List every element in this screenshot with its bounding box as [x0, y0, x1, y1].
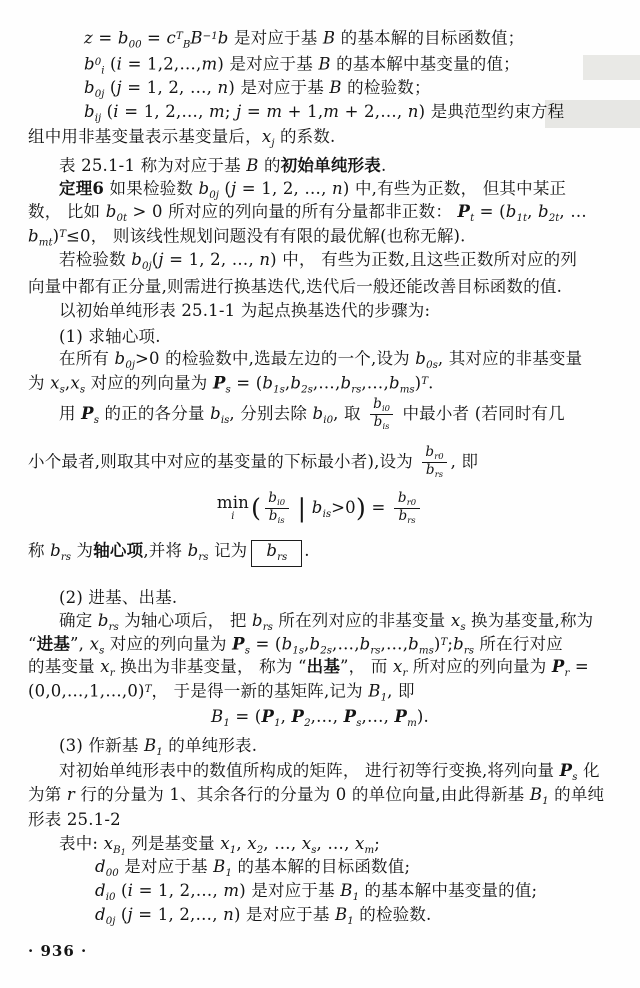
- text-segment: ms: [418, 645, 434, 657]
- text-segment: b: [210, 404, 221, 423]
- text-segment: b: [373, 414, 383, 430]
- text-segment: B: [113, 844, 121, 856]
- text-segment: b: [117, 28, 129, 48]
- scan-artifact: [583, 55, 640, 80]
- denominator: [394, 508, 419, 526]
- text-segment: m: [407, 717, 417, 729]
- text-segment: b: [268, 508, 278, 524]
- text-segment: b: [290, 373, 302, 393]
- text-segment: j: [231, 179, 237, 198]
- text-segment: 00: [128, 39, 142, 51]
- text-segment: rs: [351, 384, 362, 396]
- text-segment: s: [79, 384, 86, 396]
- text-line: 表 25.1-1 称为对应于基 B 的初始单纯形表.: [59, 156, 387, 175]
- text-line: $b^0_i$ (i = 1,2,…,m) 是对应于基 B 的基本解中基变量的值；: [84, 54, 520, 77]
- text-segment: b: [84, 102, 95, 121]
- text-segment: m: [266, 102, 283, 121]
- text-line: $z = b_{00} = c^T_BB^{-1}b$ 是对应于基 B 的基本解的目标函数值；: [84, 28, 525, 51]
- text-segment: P: [212, 373, 226, 393]
- text-segment: b: [425, 462, 435, 478]
- text-segment: 1: [347, 915, 354, 927]
- text-line: 定理6 如果检验数 $b_{0j}$ (j = 1, 2, …, n) 中,有些为正数， 但其中某正: [59, 179, 567, 201]
- text-segment: b: [114, 349, 126, 368]
- text-line: (2) 进基、出基.: [59, 588, 178, 607]
- text-segment: i: [116, 54, 123, 74]
- text-line: 确定 $b_{rs}$ 为轴心项后， 把 $b_{rs}$ 所在列对应的非基变量 $x_s$ 换为基变量,称为: [59, 611, 594, 633]
- text-segment: 1: [542, 795, 549, 807]
- text-line: min i ( $\frac{b_{i0}}{b_{is}}$ | $b_{is}>0$) = $\frac{b_{r0}}{b_{rs}}$: [0, 486, 640, 537]
- text-segment: b: [252, 611, 263, 630]
- text-segment: 1t: [516, 212, 528, 224]
- text-line: 数， 比如 $b_{0t} > 0$ 所对应的列向量的所有分量都非正数： $P_t = (b_{1t}$, $b_{2t}$, …: [28, 202, 587, 224]
- text-segment: ms: [399, 384, 415, 396]
- text-segment: 1: [274, 717, 281, 729]
- text-line: 以初始单纯形表 25.1-1 为起点换基迭代的步骤为:: [59, 301, 431, 320]
- text-segment: m: [364, 844, 375, 856]
- page-number: · 936 ·: [28, 942, 88, 960]
- text-segment: b: [105, 202, 117, 221]
- text-segment: b: [398, 508, 408, 524]
- text-segment: 1: [380, 692, 388, 704]
- text-segment: T: [175, 31, 183, 42]
- text-segment: P: [394, 707, 408, 726]
- text-segment: s: [460, 621, 466, 633]
- text-segment: j: [116, 78, 122, 97]
- text-segment: b: [505, 202, 517, 221]
- text-segment: r: [402, 667, 408, 679]
- text-segment: B: [368, 681, 381, 701]
- text-segment: b: [187, 541, 199, 560]
- text-segment: B: [182, 39, 191, 51]
- text-segment: 0: [94, 57, 102, 68]
- text-segment: i: [113, 102, 119, 121]
- text-segment: r: [66, 785, 75, 804]
- text-segment: i: [127, 881, 134, 900]
- text-segment: ): [355, 493, 366, 524]
- text-segment: B: [318, 54, 331, 74]
- text-segment: j: [158, 250, 164, 269]
- text-segment: x: [247, 834, 257, 853]
- text-line: 若检验数 $b_{0j}(j = 1$, 2, …, n) 中， 有些为正数,且这些正数所对应的列: [59, 250, 578, 272]
- text-line: 对初始单纯形表中的数值所构成的矩阵， 进行初等行变换,将列向量 $P_s$ 化: [59, 761, 600, 783]
- text-segment: is: [322, 508, 332, 520]
- text-segment: 1: [225, 867, 233, 879]
- fraction: [421, 445, 447, 480]
- text-segment: s: [244, 645, 250, 657]
- text-segment: B: [211, 707, 224, 726]
- text-segment: b: [453, 634, 464, 654]
- text-segment: i0: [323, 414, 334, 426]
- text-segment: t: [470, 212, 475, 224]
- text-line: $b_{ij}$ (i = 1, 2,…, m; j = m + 1,m + 2,…, n) 是典范型约束方程: [84, 102, 565, 124]
- text-line: 用 $P_s$ 的正的各分量 $b_{is}$, 分别去除 $b_{i0}$, 取 $\frac{b_{i0}}{b_{is}}$ 中最小者 (若同时有几: [59, 396, 565, 432]
- text-segment: n: [223, 905, 234, 924]
- text-segment: b: [217, 28, 229, 48]
- text-segment: n: [217, 78, 229, 97]
- text-segment: m: [323, 102, 340, 121]
- text-segment: r0: [434, 451, 444, 462]
- text-segment: s: [225, 384, 231, 396]
- text-segment: B: [246, 156, 259, 175]
- text-segment: b: [198, 179, 210, 198]
- text-segment: rs: [277, 551, 288, 563]
- text-line: 向量中都有正分量,则需进行换基迭代,迭代后一般还能改善目标函数的值.: [28, 277, 563, 296]
- text-segment: 定理6: [59, 179, 105, 198]
- text-segment: m: [223, 881, 240, 900]
- pivot-box: [251, 540, 302, 567]
- text-segment: B: [529, 785, 543, 804]
- text-segment: 进基: [36, 634, 71, 654]
- text-segment: 0t: [116, 212, 128, 224]
- denominator: [370, 414, 394, 432]
- text-segment: d: [95, 905, 106, 924]
- numerator: [421, 445, 447, 462]
- text-line: (3) 作新基 $B_1$ 的单纯形表.: [59, 736, 258, 758]
- text-segment: x: [103, 834, 114, 853]
- min-operator: [216, 492, 250, 523]
- text-segment: is: [277, 515, 285, 526]
- text-segment: z: [84, 28, 93, 48]
- text-segment: rs: [370, 645, 381, 657]
- text-segment: 0j: [209, 189, 219, 201]
- text-segment: 1s: [292, 645, 305, 657]
- text-segment: P: [457, 202, 471, 221]
- text-segment: x: [450, 611, 461, 630]
- text-segment: b: [266, 541, 278, 560]
- text-segment: P: [559, 761, 573, 780]
- text-segment: r: [564, 667, 570, 679]
- text-segment: −1: [202, 31, 218, 42]
- text-segment: n: [332, 179, 343, 198]
- text-line: 小个最者,则取其中对应的基变量的下标最小者),设为 $\frac{b_{r0}}{b_{rs}}$ , 即: [28, 444, 479, 480]
- fraction: [394, 491, 420, 526]
- text-segment: b: [340, 373, 352, 393]
- fraction: [369, 397, 394, 432]
- text-segment: j: [271, 137, 275, 149]
- text-segment: x: [220, 834, 230, 853]
- text-segment: d: [95, 881, 106, 900]
- text-segment: rs: [60, 551, 72, 563]
- text-segment: rs: [434, 469, 444, 480]
- text-segment: 2: [256, 844, 264, 856]
- text-segment: is: [220, 414, 230, 426]
- text-segment: r0: [406, 497, 417, 508]
- text-segment: s: [93, 414, 100, 426]
- text-segment: B: [329, 78, 342, 97]
- text-segment: T: [59, 229, 67, 240]
- text-segment: P: [261, 707, 275, 726]
- denominator: [265, 508, 289, 526]
- text-line: (1) 求轴心项.: [59, 327, 161, 346]
- text-segment: 0j: [94, 88, 105, 100]
- text-line: 表中: $x_{B1}$ 列是基变量 $x_1$, $x_2$, …, $x_s$, …, $x_m$;: [59, 834, 380, 857]
- text-segment: c: [166, 28, 176, 48]
- text-segment: b: [538, 202, 549, 221]
- text-segment: 1: [156, 746, 163, 758]
- text-segment: b: [262, 373, 274, 393]
- text-segment: b: [312, 404, 324, 423]
- text-segment: b: [415, 349, 427, 368]
- text-segment: b: [311, 498, 323, 517]
- text-segment: x: [100, 657, 110, 676]
- operator-subscript: i: [231, 511, 235, 523]
- text-segment: j: [236, 102, 242, 121]
- text-segment: 0j: [142, 260, 152, 272]
- text-segment: ij: [94, 112, 102, 124]
- text-line: 的基变量 $x_r$ 换出为非基变量， 称为 “出基”， 而 $x_r$ 所对应的列向量为 $P_r$ =: [28, 657, 589, 679]
- text-segment: i0: [277, 497, 286, 508]
- text-segment: P: [291, 707, 305, 726]
- text-segment: b: [281, 634, 293, 654]
- text-segment: b: [50, 541, 61, 560]
- text-segment: i: [101, 65, 105, 77]
- text-segment: B: [322, 28, 336, 48]
- text-segment: 2s: [320, 645, 333, 657]
- text-segment: 1s: [273, 384, 285, 396]
- text-segment: x: [50, 373, 60, 393]
- text-segment: s: [356, 717, 362, 729]
- text-segment: b: [388, 373, 400, 393]
- text-segment: 1: [223, 717, 230, 729]
- text-segment: b: [131, 250, 143, 269]
- text-segment: b: [425, 444, 435, 461]
- denominator: [422, 462, 447, 480]
- text-line: $b_{0j}$ (j = 1, 2, …, n) 是对应于基 B 的检验数；: [84, 78, 431, 100]
- text-segment: b: [359, 634, 371, 654]
- text-segment: 1: [229, 844, 237, 856]
- text-segment: x: [354, 834, 365, 853]
- operator-name: min: [216, 492, 250, 512]
- text-segment: rs: [463, 645, 474, 657]
- text-segment: b: [408, 634, 419, 654]
- text-segment: x: [89, 634, 100, 654]
- text-segment: b: [268, 490, 278, 507]
- text-segment: B: [334, 905, 348, 924]
- text-segment: b: [373, 396, 382, 413]
- text-line: (0,0,…,1,…,0)$^T$， 于是得一新的基矩阵,记为 $B_1$, 即: [28, 681, 415, 704]
- text-segment: P: [343, 707, 357, 726]
- text-segment: m: [201, 54, 218, 74]
- text-segment: 2s: [301, 384, 313, 396]
- text-segment: b: [28, 226, 39, 246]
- text-segment: B: [143, 736, 157, 755]
- text-line: 称 $b_{rs}$ 为轴心项,并将 $b_{rs}$ 记为 $b_{rs}$ .: [28, 540, 310, 569]
- text-segment: x: [301, 834, 312, 853]
- text-segment: mt: [38, 237, 53, 249]
- text-segment: 1: [352, 891, 360, 903]
- text-segment: rs: [262, 621, 273, 633]
- text-segment: s: [59, 384, 65, 396]
- text-line: $d_{i0}$ (i = 1, 2,…, m) 是对应于基 $B_1$ 的基本解中基变量的值;: [95, 881, 538, 903]
- text-segment: T: [144, 684, 152, 695]
- text-line: $d_{00}$ 是对应于基 $B_1$ 的基本解的目标函数值;: [95, 857, 411, 879]
- text-segment: 0j: [125, 359, 135, 371]
- text-segment: j: [127, 905, 133, 924]
- fraction: [264, 491, 289, 526]
- text-segment: s: [572, 771, 578, 783]
- text-segment: b: [84, 78, 95, 97]
- text-line: $B_1 = (P_1$, $P_2,\dots$, $P_s,\dots$, $P_m$).: [211, 707, 429, 729]
- text-line: 为第 r 行的分量为 1、其余各行的分量为 0 的单位向量,由此得新基 $B_1$ 的单纯: [28, 785, 605, 807]
- text-segment: x: [70, 373, 80, 393]
- numerator: [369, 397, 394, 414]
- text-line: 为 $x_s,x_s$ 对应的列向量为 $P_s$ = $(b_{1s},b_{2s},\dots,b_{rs},\dots,b_{ms})^T$.: [28, 373, 434, 396]
- text-line: $d_{0j}$ (j = 1, 2,…, n) 是对应于基 $B_1$ 的检验数.: [95, 905, 432, 927]
- text-segment: 出基: [306, 657, 341, 676]
- text-segment: |: [297, 493, 307, 524]
- numerator: [264, 491, 289, 508]
- text-segment: b: [309, 634, 321, 654]
- text-segment: 2t: [548, 212, 560, 224]
- text-segment: b: [97, 611, 109, 630]
- text-segment: s: [99, 645, 105, 657]
- text-segment: m: [209, 102, 225, 121]
- text-line: 在所有 $b_{0j}>0$ 的检验数中,选最左边的一个,设为 $b_{0s}$, 其对应的非基变量: [59, 349, 583, 371]
- text-segment: d: [95, 857, 106, 876]
- text-segment: 轴心项: [93, 541, 144, 560]
- text-segment: n: [407, 102, 419, 121]
- text-segment: rs: [198, 551, 209, 563]
- text-segment: B: [190, 28, 203, 48]
- text-segment: P: [551, 657, 565, 676]
- text-segment: i0: [381, 403, 390, 414]
- text-segment: b: [397, 490, 407, 507]
- text-segment: s: [311, 844, 317, 856]
- text-segment: r: [109, 667, 115, 679]
- text-segment: 1: [120, 846, 126, 857]
- text-segment: P: [232, 634, 245, 654]
- text-segment: 2: [304, 717, 311, 729]
- text-segment: x: [261, 127, 272, 146]
- text-segment: T: [421, 376, 429, 387]
- text-segment: 0s: [426, 359, 438, 371]
- text-segment: P: [81, 404, 94, 423]
- text-line: 形表 25.1-2: [28, 810, 121, 829]
- text-line: $b_{mt})^T\le 0$， 则该线性规划问题没有有限的最优解(也称无解).: [28, 226, 466, 249]
- text-segment: b: [84, 54, 95, 74]
- text-segment: x: [392, 657, 403, 676]
- text-line: 组中用非基变量表示基变量后，$x_j$ 的系数.: [28, 127, 336, 149]
- text-segment: n: [259, 250, 271, 269]
- text-segment: rs: [407, 515, 416, 526]
- text-line: “进基”, $x_s$ 对应的列向量为 $P_s$ = $(b_{1s},b_{2s},\dots,b_{rs},\dots,b_{ms})^T;b_{rs}$ 所在行对应: [28, 634, 563, 657]
- text-segment: rs: [108, 621, 119, 633]
- text-segment: 0j: [105, 915, 116, 927]
- numerator: [394, 491, 420, 508]
- text-segment: 初始单纯形表: [280, 156, 381, 175]
- text-segment: B: [213, 857, 226, 876]
- text-segment: B: [340, 881, 353, 900]
- text-segment: 00: [105, 867, 119, 879]
- text-segment: T: [440, 637, 448, 648]
- text-segment: (: [251, 493, 262, 524]
- text-segment: i0: [105, 891, 116, 903]
- text-segment: is: [382, 421, 390, 432]
